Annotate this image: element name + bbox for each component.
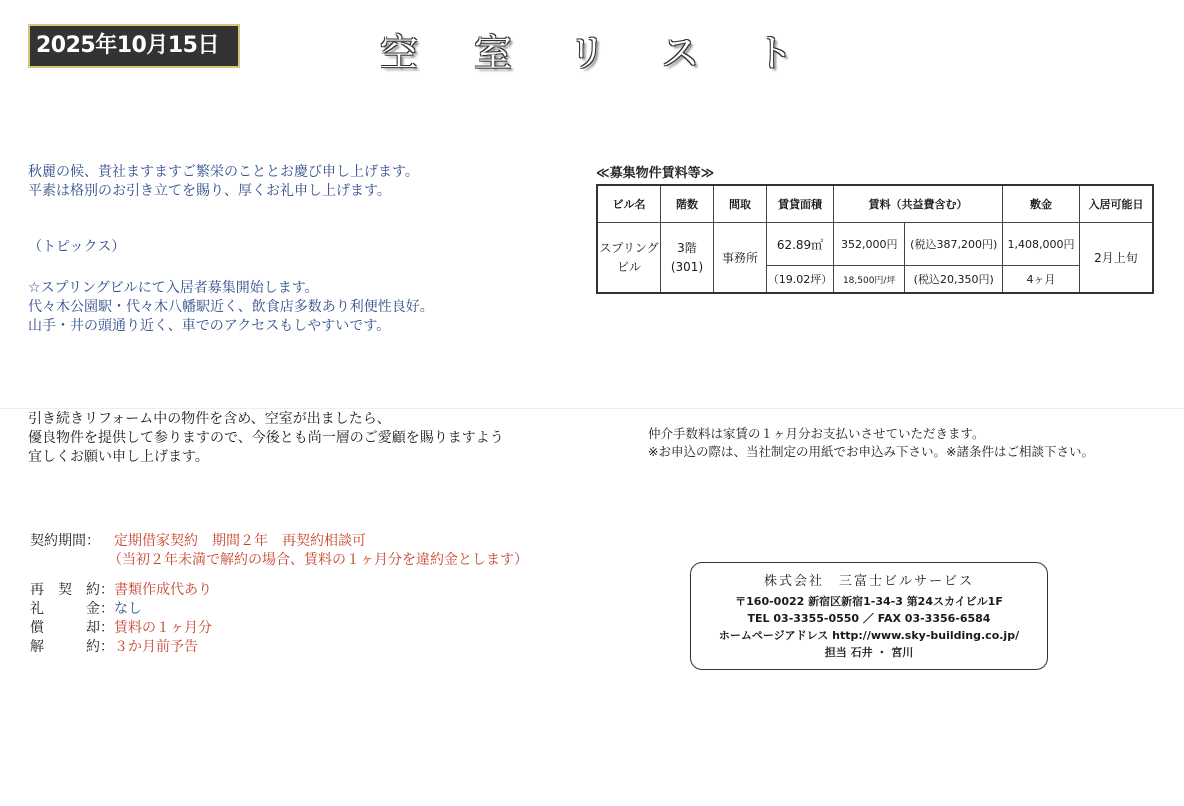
note-line: ※お申込の際は、当社制定の用紙でお申込み下さい。※諸条件はご相談下さい。 [648,444,1094,459]
table-header-row [597,185,1153,223]
cell-rent: 352,000円 [834,223,905,266]
term-label: 再 契 約： [30,582,114,598]
topic-line: 代々木公園駅・代々木八幡駅近く、飲食店多数あり利便性良好。 [28,299,434,315]
closing [28,410,504,467]
closing-line: 優良物件を提供して参りますので、今後とも尚一層のご愛顧を賜りますよう [28,430,504,446]
term-key-money [30,600,528,619]
term-label: 契約期間： [30,533,100,549]
term-label: 解 約： [30,639,114,655]
company-info-box [690,562,1048,670]
table-row [597,223,1153,266]
header-rent: 賃料（共益費含む） [834,185,1003,223]
cell-rent-tax: (税込387,200円) [905,223,1003,266]
cell-layout: 事務所 [714,223,767,294]
header-floor: 階数 [661,185,714,223]
company-phone: TEL 03-3355-0550 ／ FAX 03-3356-6584 [747,612,991,625]
cell-deposit: 1,408,000円 [1003,223,1080,266]
cell-area-tsubo: （19.02坪） [767,266,834,294]
term-renewal [30,581,528,600]
cell-rent-per-tsubo-tax: (税込20,350円) [905,266,1003,294]
vacancy-table [596,184,1154,294]
topic-line: 山手・井の頭通り近く、車でのアクセスもしやすいです。 [28,318,391,334]
term-cancel [30,638,528,657]
greeting [28,163,419,201]
cell-floor: 3階 (301) [661,223,714,294]
cell-rent-per-tsubo: 18,500円/坪 [834,266,905,294]
term-amortization [30,619,528,638]
table-label: ≪募集物件賃料等≫ [596,166,715,181]
cell-building: スプリング ビル [597,223,661,294]
company-contact: 担当 石井 ・ 宮川 [824,646,914,659]
terms [30,532,528,657]
note-line: 仲介手数料は家賃の１ヶ月分お支払いさせていただきます。 [648,426,985,441]
topics-heading: （トピックス） [28,239,126,255]
topics [28,279,434,336]
header-deposit: 敷金 [1003,185,1080,223]
term-label: 礼 金： [30,601,114,617]
header-move-in: 入居可能日 [1080,185,1154,223]
divider [0,408,1184,409]
header-building: ビル名 [597,185,661,223]
term-value: ３か月前予告 [114,639,198,655]
company-name: 株式会社 三富士ビルサービス [763,574,974,589]
term-value: 賃料の１ヶ月分 [114,620,212,636]
term-value: 書類作成代あり [114,582,212,598]
topic-line: ☆スプリングビルにて入居者募集開始します。 [28,280,319,296]
header-layout: 間取 [714,185,767,223]
header-area: 賃貸面積 [767,185,834,223]
company-address: 〒160-0022 新宿区新宿1-34-3 第24スカイビル1F [735,595,1003,608]
term-value: 定期借家契約 期間２年 再契約相談可 [114,533,366,549]
issue-date-badge: 2025年10月15日号 [28,24,240,68]
notes [648,425,1094,461]
page-title: 空室リスト [380,31,850,75]
term-contract [30,532,528,551]
term-contract-note: （当初２年未満で解約の場合、賃料の１ヶ月分を違約金とします） [108,552,528,568]
term-value: なし [114,601,142,617]
closing-line: 宜しくお願い申し上げます。 [28,449,209,465]
greeting-line: 秋麗の候、貴社ますますご繁栄のこととお慶び申し上げます。 [28,164,419,180]
cell-move-in: 2月上旬 [1080,223,1154,294]
cell-area-m2: 62.89㎡ [767,223,834,266]
greeting-line: 平素は格別のお引き立てを賜り、厚くお礼申し上げます。 [28,183,391,199]
closing-line: 引き続きリフォーム中の物件を含め、空室が出ましたら、 [28,411,391,427]
cell-deposit-months: 4ヶ月 [1003,266,1080,294]
term-label: 償 却： [30,620,114,636]
company-homepage: ホームページアドレス http://www.sky-building.co.jp/ [718,629,1020,642]
